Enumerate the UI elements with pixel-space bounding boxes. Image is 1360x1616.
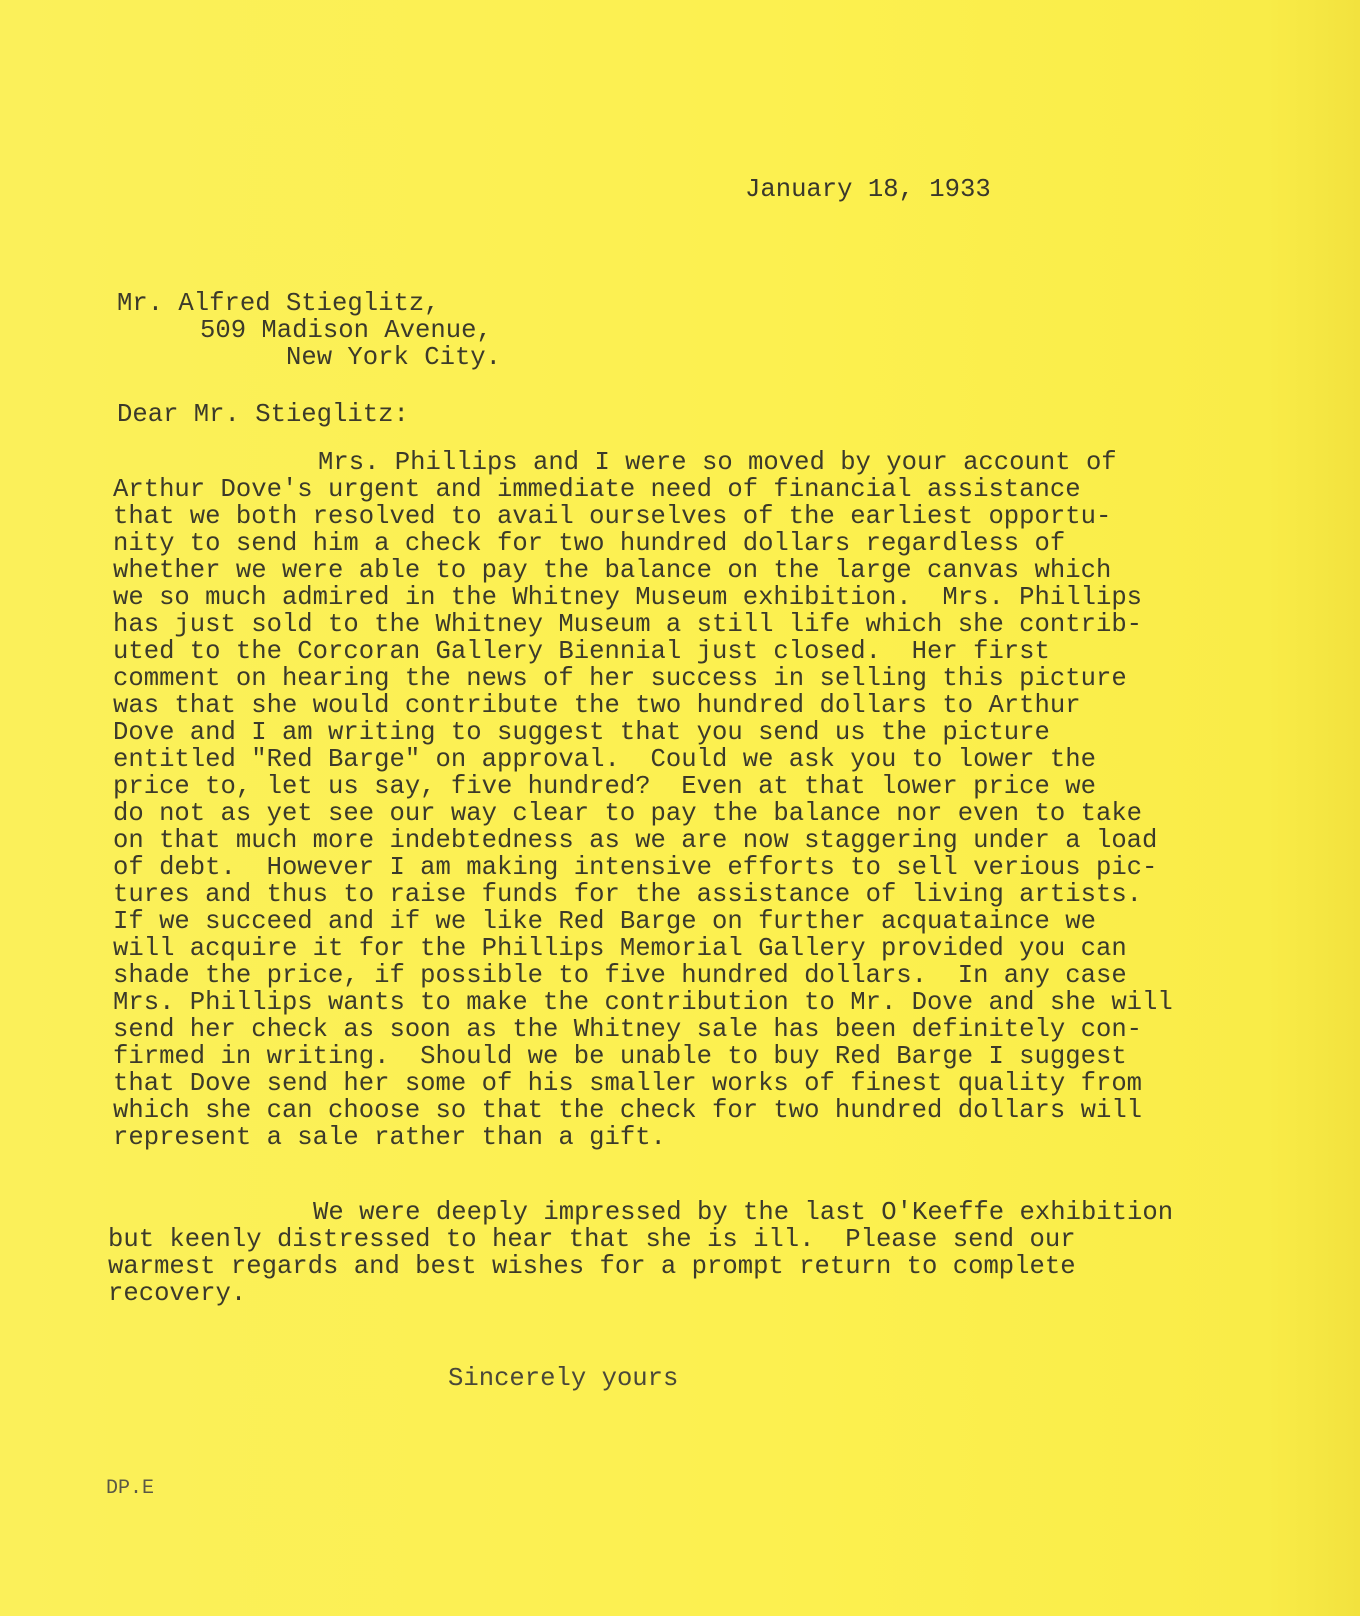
body-line: price to, let us say, five hundred? Even at that lower price we bbox=[113, 772, 1096, 801]
typist-initials: DP.E bbox=[106, 1477, 155, 1500]
body-line: Mrs. Phillips wants to make the contribution to Mr. Dove and she will bbox=[113, 988, 1173, 1017]
body-line: shade the price, if possible to five hundred dollars. In any case bbox=[113, 961, 1127, 990]
body-line: on that much more indebtedness as we are now staggering under a load bbox=[113, 826, 1158, 855]
body-line: will acquire it for the Phillips Memorial Gallery provided you can bbox=[113, 934, 1127, 963]
body-line: Mrs. Phillips and I were so moved by your account of bbox=[318, 448, 1117, 477]
body-line: firmed in writing. Should we be unable to buy Red Barge I suggest bbox=[113, 1042, 1127, 1071]
body-line: but keenly distressed to hear that she is ill. Please send our bbox=[108, 1225, 1076, 1254]
body-line: If we succeed and if we like Red Barge on further acquataince we bbox=[113, 907, 1096, 936]
recipient-street: 509 Madison Avenue, bbox=[200, 316, 492, 345]
body-line: Arthur Dove's urgent and immediate need of financial assistance bbox=[113, 475, 1081, 504]
body-line: we so much admired in the Whitney Museum exhibition. Mrs. Phillips bbox=[113, 583, 1143, 612]
body-line: that we both resolved to avail ourselves of the earliest opportu- bbox=[113, 502, 1112, 531]
body-line: tures and thus to raise funds for the assistance of living artists. bbox=[113, 880, 1143, 909]
body-line: that Dove send her some of his smaller works of finest quality from bbox=[113, 1069, 1143, 1098]
recipient-name: Mr. Alfred Stieglitz, bbox=[117, 289, 440, 318]
body-line: comment on hearing the news of her success in selling this picture bbox=[113, 664, 1127, 693]
body-line: of debt. However I am making intensive efforts to sell verious pic- bbox=[113, 853, 1158, 882]
body-line: represent a sale rather than a gift. bbox=[113, 1123, 666, 1152]
body-line: uted to the Corcoran Gallery Biennial just closed. Her first bbox=[113, 637, 1050, 666]
body-line: whether we were able to pay the balance on the large canvas which bbox=[113, 556, 1112, 585]
body-line: We were deeply impressed by the last O'Keeffe exhibition bbox=[313, 1198, 1174, 1227]
salutation: Dear Mr. Stieglitz: bbox=[117, 400, 409, 429]
closing: Sincerely yours bbox=[448, 1364, 679, 1393]
recipient-city: New York City. bbox=[286, 343, 502, 372]
body-line: Dove and I am writing to suggest that you send us the picture bbox=[113, 718, 1050, 747]
body-line: nity to send him a check for two hundred dollars regardless of bbox=[113, 529, 1066, 558]
body-line: has just sold to the Whitney Museum a still life which she contrib- bbox=[113, 610, 1143, 639]
body-line: was that she would contribute the two hundred dollars to Arthur bbox=[113, 691, 1081, 720]
body-line: which she can choose so that the check for two hundred dollars will bbox=[113, 1096, 1143, 1125]
body-line: send her check as soon as the Whitney sale has been definitely con- bbox=[113, 1015, 1143, 1044]
body-line: recovery. bbox=[108, 1279, 247, 1308]
letter-date: January 18, 1933 bbox=[745, 175, 991, 204]
body-line: do not as yet see our way clear to pay the balance nor even to take bbox=[113, 799, 1143, 828]
body-line: entitled "Red Barge" on approval. Could we ask you to lower the bbox=[113, 745, 1096, 774]
body-line: warmest regards and best wishes for a prompt return to complete bbox=[108, 1252, 1076, 1281]
